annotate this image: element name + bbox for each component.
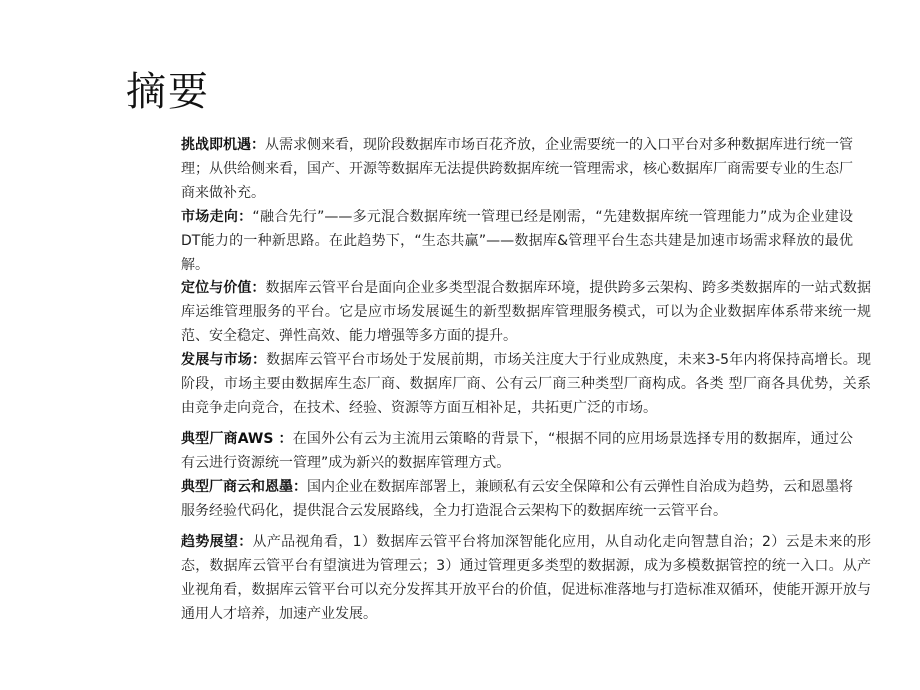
paragraph-text: 数据库云管平台市场处于发展前期，市场关注度大于行业成熟度，未来3-5年内将保持高增长。现阶段，市场主要由数据库生态厂商、数据库厂商、公有云厂商三种类型厂商构成。各类 型厂商各具优势，关系由竞争走向竞合，在技术、经验、资源等方面互相补足，共拓更广泛的市场。 (181, 352, 871, 416)
paragraph-text: “融合先行”——多元混合数据库统一管理已经是刚需，“先建数据库统一管理能力”成为企业建设DT能力的一种新思路。在此趋势下，“生态共赢”——数据库&管理平台生态共建是加速市场需求释放的最优解。 (181, 209, 854, 273)
paragraph-text: 从需求侧来看，现阶段数据库市场百花齐放，企业需要统一的入口平台对多种数据库进行统一管理；从供给侧来看，国产、开源等数据库无法提供跨数据库统一管理需求，核心数据库厂商需要专业的生态厂商来做补充。 (181, 137, 853, 201)
paragraph-vendor-aws (181, 427, 853, 475)
paragraph-text: 国内企业在数据库部署上，兼顾私有云安全保障和公有云弹性自治成为趋势，云和恩墨将服务经验代码化，提供混合云发展路线，全力打造混合云架构下的数据库统一云管平台。 (181, 479, 853, 519)
paragraph-vendor-enmotech (181, 475, 853, 523)
paragraph-positioning-value (181, 276, 871, 348)
paragraph-label: 挑战即机遇： (181, 137, 265, 153)
section-positioning (181, 276, 871, 420)
paragraph-text: 在国外公有云为主流用云策略的背景下，“根据不同的应用场景选择专用的数据库，通过公有云进行资源统一管理”成为新兴的数据库管理方式。 (181, 431, 853, 471)
paragraph-text: 数据库云管平台是面向企业多类型混合数据库环境，提供跨多云架构、跨多类数据库的一站式数据库运维管理服务的平台。它是应市场发展诞生的新型数据库管理服务模式，可以为企业数据库体系带来统一规范、安全稳定、弹性高效、能力增强等多方面的提升。 (181, 280, 871, 344)
section-typical-vendors (181, 427, 853, 523)
paragraph-label: 市场走向： (181, 209, 253, 225)
paragraph-trend-outlook (181, 530, 871, 626)
paragraph-label: 发展与市场： (181, 352, 267, 368)
paragraph-challenge-opportunity (181, 133, 853, 205)
paragraph-text: 从产品视角看，1）数据库云管平台将加深智能化应用，从自动化走向智慧自治；2）云是未来的形态，数据库云管平台有望演进为管理云；3）通过管理更多类型的数据源，成为多模数据管控的统一入口。从产业视角看，数据库云管平台可以充分发挥其开放平台的价值，促进标准落地与打造标准双循环，使能开源开放与通用人才培养，加速产业发展。 (181, 534, 872, 622)
paragraph-label: 定位与价值： (181, 280, 266, 296)
paragraph-label: 趋势展望： (181, 534, 253, 550)
paragraph-development-market (181, 348, 871, 420)
paragraph-label: 典型厂商云和恩墨： (181, 479, 307, 495)
page-title: 摘要 (126, 69, 210, 115)
paragraph-label: 典型厂商AWS ： (181, 431, 293, 447)
section-outlook (181, 530, 871, 626)
paragraph-market-direction (181, 205, 853, 277)
section-challenges (181, 133, 853, 277)
